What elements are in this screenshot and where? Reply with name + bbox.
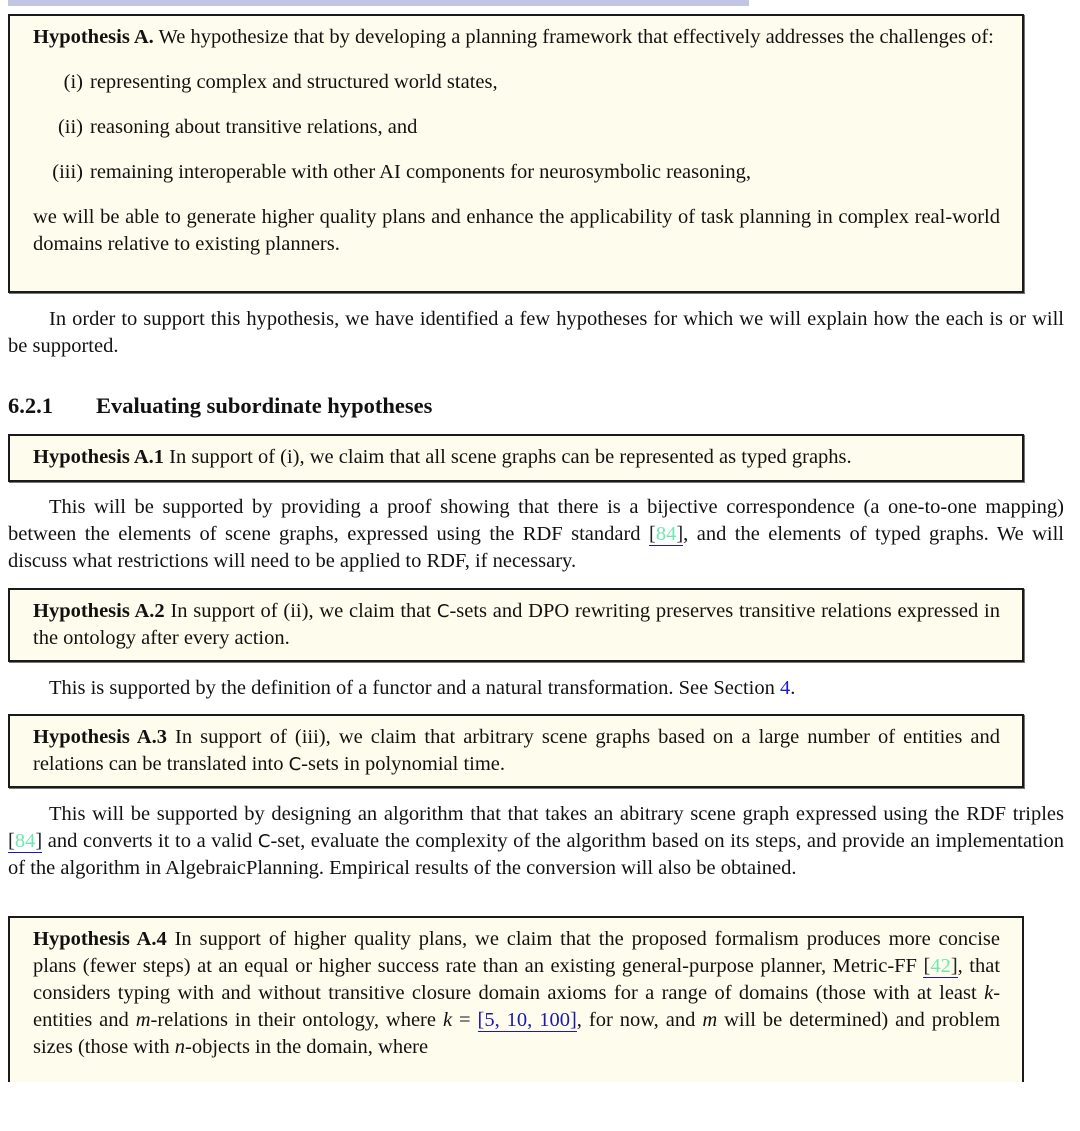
hypothesis-a3-box: Hypothesis A.3 In support of (iii), we claim that arbitrary scene graphs based on a large number of entities and relations can be translated into C-sets in polynomial time.	[8, 714, 1024, 788]
section-ref-link[interactable]: 4	[779, 677, 791, 699]
list-item: (i) representing complex and structured world states,	[63, 71, 498, 93]
challenge-list	[33, 69, 1000, 186]
hypothesis-a1-label: Hypothesis A.1	[33, 446, 164, 468]
hypothesis-a2-box: Hypothesis A.2 In support of (ii), we claim that C-sets and DPO rewriting preserves transitive relations expressed in the ontology after every action.	[8, 588, 1024, 662]
citation-link[interactable]: [84]	[8, 830, 43, 852]
hypothesis-a-label: Hypothesis A.	[33, 26, 154, 48]
list-item: (ii) reasoning about transitive relations, and	[57, 116, 418, 138]
paragraph-a3: This will be supported by designing an algorithm that that takes an abitrary scene graph expressed using the RDF triples [84] and converts it to a valid C-set, evaluate the complexity of the algorithm based on its steps, and provide an implementation of the algorithm in AlgebraicPlanning. Empirical results of the conversion will also be obtained.	[8, 803, 1064, 879]
hypothesis-a-conclusion: we will be able to generate higher quality plans and enhance the applicability of task planning in complex real-world domains relative to existing planners.	[33, 206, 1000, 255]
hypothesis-a2-label: Hypothesis A.2	[33, 600, 165, 622]
section-heading	[8, 392, 432, 419]
hypothesis-a4-label: Hypothesis A.4	[33, 928, 167, 950]
paragraph-a2: This is supported by the definition of a functor and a natural transformation. See Section 4.	[49, 677, 796, 699]
intro-paragraph: In order to support this hypothesis, we have identified a few hypotheses for which we will explain how the each is or will be supported.	[8, 308, 1064, 357]
hypothesis-a-intro: Hypothesis A. We hypothesize that by developing a planning framework that effectively addresses the challenges of:	[33, 26, 994, 48]
hypothesis-a4-box: Hypothesis A.4 In support of higher quality plans, we claim that the proposed formalism produces more concise plans (fewer steps) at an equal or higher success rate than an existing general-purpose planner, Metric-FF [42], that considers typing with and without transitive closure domain axioms for a range of domains (those with at least k-entities and m-relations in their ontology, where k = [5, 10, 100], for now, and m will be determined) and problem sizes (those with n-objects in the domain, where	[8, 916, 1024, 1082]
range-link[interactable]: [5, 10, 100]	[477, 1009, 577, 1031]
top-highlight-bar	[8, 0, 749, 6]
section-title: Evaluating subordinate hypotheses	[96, 393, 433, 418]
hypothesis-a3-label: Hypothesis A.3	[33, 726, 167, 748]
list-item: (iii) remaining interoperable with other AI components for neurosymbolic reasoning,	[52, 161, 751, 183]
citation-link[interactable]: [84]	[649, 523, 684, 545]
paragraph-a1: This will be supported by providing a proof showing that there is a bijective correspondence (a one-to-one mapping) between the elements of scene graphs, expressed using the RDF standard [84], and the elements of typed graphs. We will discuss what restrictions will need to be applied to RDF, if necessary.	[8, 496, 1064, 572]
section-number: 6.2.1	[8, 393, 53, 418]
citation-link[interactable]: [42]	[923, 955, 958, 977]
hypothesis-a1-box: Hypothesis A.1 In support of (i), we claim that all scene graphs can be represented as typed graphs.	[8, 434, 1024, 482]
hypothesis-a-box	[8, 14, 1024, 293]
